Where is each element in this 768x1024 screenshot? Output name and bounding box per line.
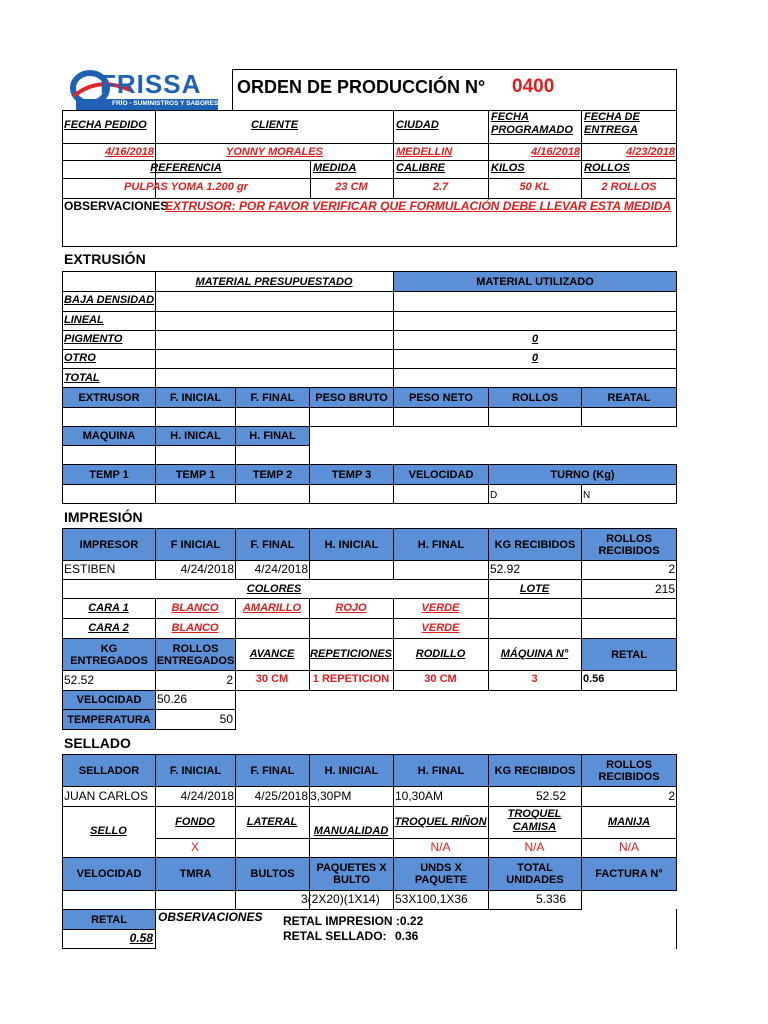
header-material-presupuestado: MATERIAL PRESUPUESTADO bbox=[195, 276, 353, 288]
cara1-color-3: ROJO bbox=[335, 602, 367, 614]
velocidad-label: VELOCIDAD bbox=[62, 690, 156, 710]
cara1-color-2: AMARILLO bbox=[242, 602, 302, 614]
page-right-border bbox=[676, 909, 677, 949]
cara2-color-1: BLANCO bbox=[171, 622, 219, 634]
manija-value: N/A bbox=[618, 840, 639, 854]
label-kilos: KILOS bbox=[491, 162, 525, 174]
header-imp-h-inicial: H. INICIAL bbox=[309, 528, 394, 561]
troquel-rinon-value: N/A bbox=[430, 840, 451, 854]
value-cliente: YONNY MORALES bbox=[226, 146, 323, 158]
rollos-entregados-value: 2 bbox=[226, 673, 233, 687]
label-rollos: ROLLOS bbox=[584, 162, 630, 174]
header-kg-entregados: KG ENTREGADOS bbox=[62, 638, 156, 671]
turno-d: D bbox=[490, 490, 498, 501]
retal-sellado-value: 0.36 bbox=[395, 929, 419, 943]
sel-h-final-value: 10,30AM bbox=[395, 789, 444, 803]
colores-label: COLORES bbox=[246, 583, 302, 595]
header-temp-1a: TEMP 1 bbox=[62, 464, 156, 485]
troquel-camisa-label-2: CAMISA bbox=[512, 821, 557, 833]
header-impresor: IMPRESOR bbox=[62, 528, 156, 561]
fondo-label: FONDO bbox=[175, 816, 215, 828]
manualidad-label: MANUALIDAD bbox=[313, 825, 389, 837]
header-material-utilizado: MATERIAL UTILIZADO bbox=[393, 271, 677, 292]
sel-kg-recibidos-value: 52.52 bbox=[535, 789, 566, 803]
value-fecha-programado: 4/16/2018 bbox=[531, 146, 580, 158]
row-baja-densidad: BAJA DENSIDAD bbox=[64, 294, 155, 306]
header-avance: AVANCE bbox=[249, 648, 295, 660]
section-title-impresion: IMPRESIÓN bbox=[64, 509, 143, 525]
kg-entregados-value: 52.52 bbox=[64, 673, 95, 687]
lateral-label: LATERAL bbox=[246, 816, 298, 828]
cara2-color-2: VERDE bbox=[421, 622, 460, 634]
retal-impresion: RETAL IMPRESION :0.22 bbox=[283, 914, 424, 928]
frissa-logo bbox=[68, 66, 228, 112]
header-maquina: MAQUINA bbox=[62, 426, 156, 446]
label-medida: MEDIDA bbox=[313, 162, 357, 174]
header-rollos-entregados: ROLLOS ENTREGADOS bbox=[155, 638, 236, 671]
row-lineal: LINEAL bbox=[64, 314, 104, 326]
header-f-final: F. FINAL bbox=[235, 387, 310, 408]
label-ciudad: CIUDAD bbox=[396, 119, 439, 131]
unds-x-paquete-value: 53X100,1X36 bbox=[395, 892, 468, 906]
repeticiones-value: 1 REPETICION bbox=[312, 673, 390, 685]
value-medida: 23 CM bbox=[335, 181, 368, 193]
header-imp-rollos-recibidos: ROLLOS RECIBIDOS bbox=[581, 528, 677, 561]
value-fecha-pedido: 4/16/2018 bbox=[105, 146, 154, 158]
troquel-camisa-label-1: TROQUEL bbox=[507, 808, 562, 820]
value-kilos: 50 KL bbox=[519, 181, 550, 193]
header-sel-f-final: F. FINAL bbox=[235, 754, 310, 787]
sel-retal-value: 0.58 bbox=[129, 931, 153, 945]
header-sel-velocidad: VELOCIDAD bbox=[62, 857, 156, 891]
value-fecha-entrega: 4/23/2018 bbox=[626, 146, 675, 158]
header-temp-1b: TEMP 1 bbox=[155, 464, 236, 485]
section-title-sellado: SELLADO bbox=[64, 735, 131, 751]
header-tmra: TMRA bbox=[155, 857, 236, 891]
impresor-value: ESTIBEN bbox=[64, 562, 116, 576]
header-imp-h-final: H. FINAL bbox=[393, 528, 489, 561]
header-temp-3: TEMP 3 bbox=[309, 464, 394, 485]
header-bultos: BULTOS bbox=[235, 857, 310, 891]
header-unds-x-paquete: UNDS X PAQUETE bbox=[393, 857, 489, 891]
header-h-final: H. FINAL bbox=[235, 426, 310, 446]
sel-h-inicial-value: 3,30PM bbox=[310, 789, 352, 803]
value-calibre: 2.7 bbox=[432, 181, 449, 193]
sel-f-final-value: 4/25/2018 bbox=[254, 789, 308, 803]
velocidad-value: 50.26 bbox=[157, 692, 188, 706]
header-peso-neto: PESO NETO bbox=[393, 387, 489, 408]
label-fecha-pedido: FECHA PEDIDO bbox=[64, 119, 147, 131]
troquel-camisa-value: N/A bbox=[524, 840, 545, 854]
imp-kg-recibidos-value: 52.92 bbox=[490, 562, 521, 576]
sel-rollos-recibidos-value: 2 bbox=[668, 789, 675, 803]
retal-sellado-label: RETAL SELLADO: bbox=[283, 929, 387, 943]
rodillo-value: 30 CM bbox=[424, 673, 457, 685]
header-sel-h-final: H. FINAL bbox=[393, 754, 489, 787]
pigmento-value: 0 bbox=[531, 333, 539, 345]
header-reatal: REATAL bbox=[581, 387, 677, 408]
label-cliente: CLIENTE bbox=[250, 119, 299, 131]
temperatura-value: 50 bbox=[219, 712, 233, 726]
turno-n: N bbox=[583, 490, 591, 501]
value-ciudad: MEDELLIN bbox=[396, 146, 453, 158]
row-pigmento: PIGMENTO bbox=[64, 333, 123, 345]
imp-rollos-recibidos-value: 2 bbox=[668, 562, 675, 576]
header-turno: TURNO (Kg) bbox=[488, 464, 677, 485]
header-imp-f-inicial: F INICIAL bbox=[155, 528, 236, 561]
label-fecha-entrega-1: FECHA DE bbox=[584, 111, 640, 123]
maquina-data-row bbox=[62, 445, 310, 465]
cara1-color-1: BLANCO bbox=[171, 602, 219, 614]
logo-tagline: FRÍO - SUMINISTROS Y SABORES bbox=[112, 100, 219, 107]
label-fecha-entrega-2: ENTREGA bbox=[584, 124, 638, 136]
header-paquetes-x-bulto: PAQUETES X BULTO bbox=[309, 857, 394, 891]
header-sel-f-inicial: F. INICIAL bbox=[155, 754, 236, 787]
sel-observaciones-label: OBSERVACIONES bbox=[158, 910, 263, 924]
header-sel-kg-recibidos: KG RECIBIDOS bbox=[488, 754, 582, 787]
header-sellador: SELLADOR bbox=[62, 754, 156, 787]
row-otro: OTRO bbox=[64, 352, 96, 364]
label-observaciones: OBSERVACIONES bbox=[64, 199, 169, 213]
header-extrusor: EXTRUSOR bbox=[62, 387, 156, 408]
header-total-unidades: TOTAL UNIDADES bbox=[488, 857, 582, 891]
value-rollos: 2 ROLLOS bbox=[601, 181, 657, 193]
sello-label: SELLO bbox=[90, 825, 127, 837]
sel-f-inicial-value: 4/24/2018 bbox=[180, 789, 234, 803]
imp-f-final-value: 4/24/2018 bbox=[254, 562, 308, 576]
manija-label: MANIJA bbox=[607, 816, 651, 828]
header-maquina-n: MÁQUINA N° bbox=[500, 648, 569, 660]
total-unidades-value: 5.336 bbox=[535, 892, 566, 906]
troquel-rinon-label: TROQUEL RIÑON bbox=[394, 816, 487, 828]
maquina-n-value: 3 bbox=[531, 673, 538, 685]
row-total: TOTAL bbox=[64, 372, 100, 384]
header-rollos: ROLLOS bbox=[488, 387, 582, 408]
header-imp-retal: RETAL bbox=[581, 638, 677, 671]
page-title: ORDEN DE PRODUCCIÓN N° bbox=[237, 77, 486, 97]
header-velocidad: VELOCIDAD bbox=[393, 464, 489, 485]
header-factura: FACTURA N° bbox=[581, 857, 677, 891]
sel-retal-label: RETAL bbox=[62, 909, 156, 930]
label-calibre: CALIBRE bbox=[396, 162, 445, 174]
paquetes-x-bulto-value: 3(2X20)(1X14) bbox=[301, 892, 380, 906]
imp-retal-value: 0.56 bbox=[583, 673, 605, 685]
lote-label: LOTE bbox=[519, 583, 550, 595]
avance-value: 30 CM bbox=[255, 673, 289, 685]
label-fecha-programado-2: PROGRAMADO bbox=[491, 124, 573, 136]
header-h-inicial: H. INICAL bbox=[155, 426, 236, 446]
otro-value: 0 bbox=[531, 352, 539, 364]
header-temp-2: TEMP 2 bbox=[235, 464, 310, 485]
sellador-value: JUAN CARLOS bbox=[64, 789, 149, 803]
cara2-label: CARA 2 bbox=[88, 622, 129, 634]
label-referencia: REFERENCIA bbox=[150, 162, 222, 174]
header-f-inicial: F. INICIAL bbox=[155, 387, 236, 408]
section-title-extrusion: EXTRUSIÓN bbox=[64, 251, 146, 267]
header-imp-f-final: F. FINAL bbox=[235, 528, 310, 561]
order-number: 0400 bbox=[512, 76, 555, 97]
value-referencia: PULPAS YOMA 1.200 gr bbox=[124, 181, 248, 193]
fondo-value: X bbox=[190, 840, 199, 854]
value-observaciones: EXTRUSOR: POR FAVOR VERIFICAR QUE FORMULACIÓN DEBE LLEVAR ESTA MEDIDA bbox=[165, 199, 672, 213]
cara1-label: CARA 1 bbox=[88, 602, 129, 614]
temperatura-label: TEMPERATURA bbox=[62, 709, 156, 730]
header-peso-bruto: PESO BRUTO bbox=[309, 387, 394, 408]
header-sel-h-inicial: H. INICIAL bbox=[309, 754, 394, 787]
lote-value: 215 bbox=[654, 582, 675, 596]
label-fecha-programado-1: FECHA bbox=[491, 111, 529, 123]
header-repeticiones: REPETICIONES bbox=[310, 648, 392, 660]
header-sel-rollos-recibidos: ROLLOS RECIBIDOS bbox=[581, 754, 677, 787]
cara1-color-4: VERDE bbox=[421, 602, 460, 614]
header-imp-kg-recibidos: KG RECIBIDOS bbox=[488, 528, 582, 561]
logo-text: FRISSA bbox=[100, 69, 202, 99]
imp-f-inicial-value: 4/24/2018 bbox=[180, 562, 234, 576]
header-rodillo: RODILLO bbox=[415, 648, 466, 660]
